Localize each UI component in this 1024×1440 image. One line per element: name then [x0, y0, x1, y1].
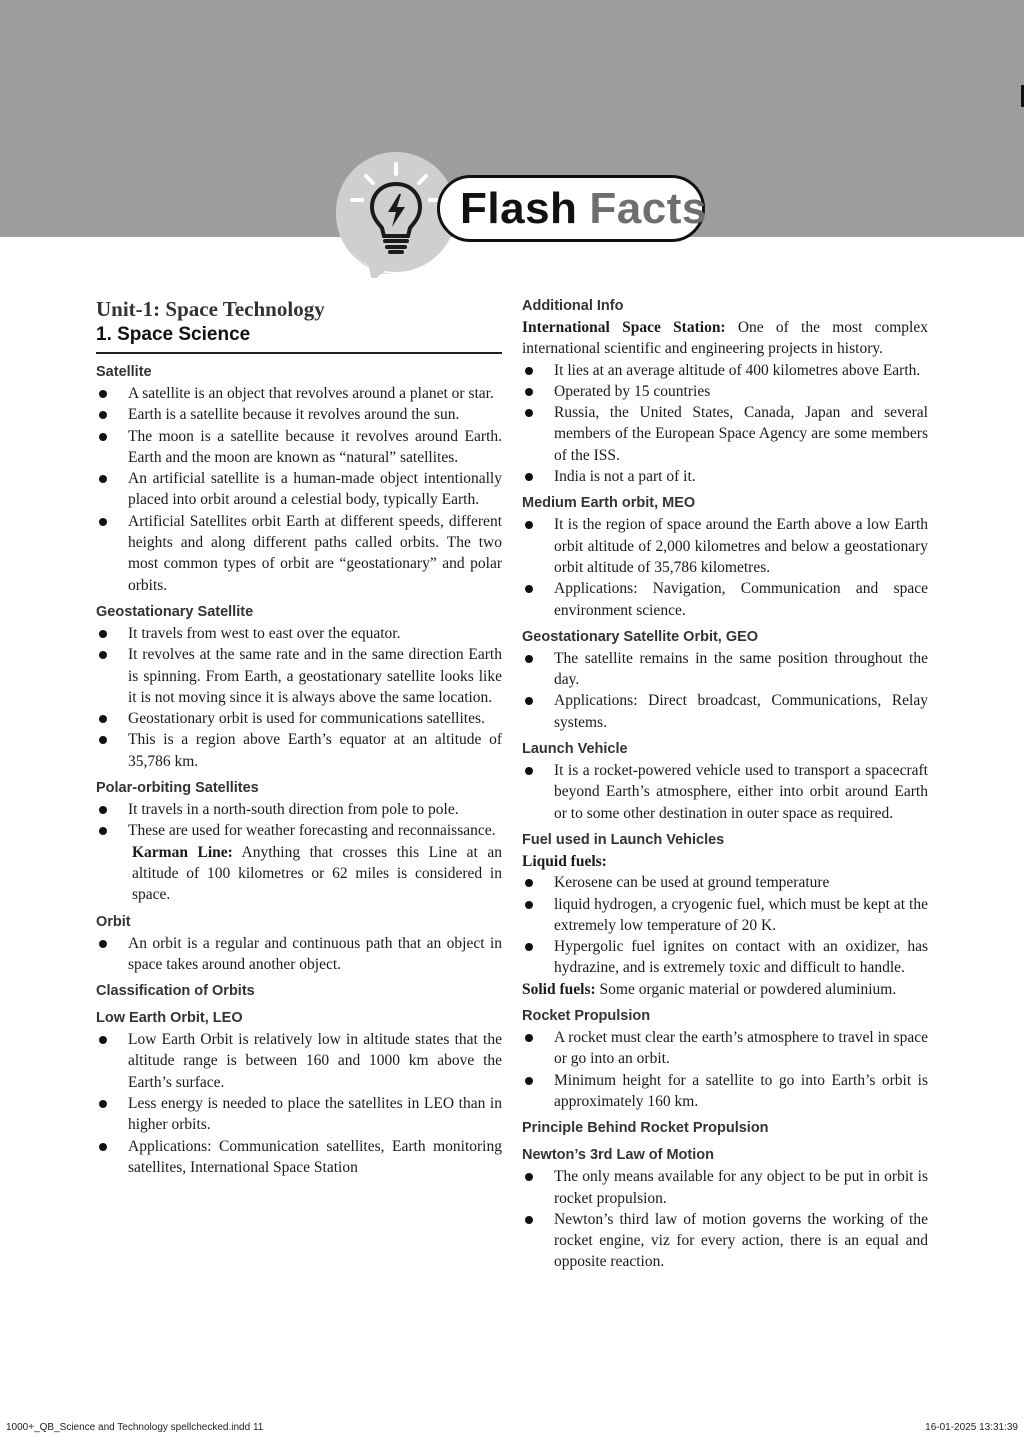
section-heading-meo: Medium Earth orbit, MEO — [522, 495, 696, 512]
section-heading-leo: Low Earth Orbit, LEO — [96, 1010, 243, 1027]
bullet-icon — [99, 433, 107, 441]
list-item: A satellite is an object that revolves around a planet or star. — [96, 383, 502, 404]
list-item: Operated by 15 countries — [522, 381, 928, 402]
bullet-icon — [99, 736, 107, 744]
iss-intro — [522, 317, 928, 360]
karman-label: Karman Line: — [132, 843, 233, 861]
list-item: Kerosene can be used at ground temperature — [522, 872, 928, 893]
list-item: The only means available for any object to be put in orbit is rocket propulsion. — [522, 1166, 928, 1209]
iss-label: International Space Station: — [522, 319, 726, 336]
list-item: These are used for weather forecasting and reconnaissance. — [96, 820, 502, 841]
title-divider — [96, 352, 502, 354]
footer-file-info: 1000+_QB_Science and Technology spellchecked.indd 11 — [6, 1422, 264, 1433]
liquid-fuels-list — [522, 872, 928, 978]
section-heading-additional-info: Additional Info — [522, 298, 624, 314]
list-item: Hypergolic fuel ignites on contact with an oxidizer, has hydrazine, and is extremely toxic and difficult to handle. — [522, 936, 928, 979]
karman-line-note — [96, 842, 502, 906]
liquid-fuels-label: Liquid fuels: — [522, 852, 607, 870]
meo-list — [522, 514, 928, 620]
list-item: Geostationary orbit is used for communications satellites. — [96, 708, 502, 729]
bullet-icon — [99, 940, 107, 948]
bullet-icon — [99, 1036, 107, 1044]
bullet-icon — [525, 1077, 533, 1085]
list-item: An orbit is a regular and continuous path that an object in space takes around another object. — [96, 933, 502, 976]
bullet-icon — [99, 827, 107, 835]
list-item: Minimum height for a satellite to go into Earth’s orbit is approximately 160 km. — [522, 1070, 928, 1113]
list-item: It travels from west to east over the equator. — [96, 623, 502, 644]
section-heading-classification: Classification of Orbits — [96, 983, 255, 1000]
list-item: It is a rocket-powered vehicle used to transport a spacecraft beyond Earth’s atmosphere, either into orbit around Earth or to some other destination in outer space as required. — [522, 760, 928, 824]
chapter-title: 1. Space Science — [96, 324, 251, 345]
bullet-icon — [99, 715, 107, 723]
list-item: Russia, the United States, Canada, Japan and several members of the European Space Agency are some members of the ISS. — [522, 402, 928, 466]
geo-orbit-list — [522, 648, 928, 733]
solid-fuels-line — [522, 979, 928, 1000]
list-item: The moon is a satellite because it revolves around Earth. Earth and the moon are known as “natural” satellites. — [96, 426, 502, 469]
bullet-icon — [99, 630, 107, 638]
list-item: Less energy is needed to place the satellites in LEO than in higher orbits. — [96, 1093, 502, 1136]
leo-list — [96, 1029, 502, 1178]
polar-list — [96, 799, 502, 842]
bullet-icon — [525, 409, 533, 417]
list-item: The satellite remains in the same position throughout the day. — [522, 648, 928, 691]
iss-list — [522, 360, 928, 488]
flash-facts-badge — [437, 175, 705, 242]
bullet-icon — [525, 1173, 533, 1181]
bullet-icon — [525, 655, 533, 663]
section-heading-orbit: Orbit — [96, 913, 131, 930]
bullet-icon — [525, 521, 533, 529]
section-heading-geo-orbit: Geostationary Satellite Orbit, GEO — [522, 628, 759, 645]
bullet-icon — [99, 1143, 107, 1151]
bullet-icon — [99, 390, 107, 398]
list-item: A rocket must clear the earth’s atmosphere to travel in space or go into an orbit. — [522, 1027, 928, 1070]
list-item: Artificial Satellites orbit Earth at different speeds, different heights and along different paths called orbits. The two most common types of orbit are “geostationary” and polar orbits. — [96, 511, 502, 596]
geostationary-list — [96, 623, 502, 772]
bullet-icon — [99, 1100, 107, 1108]
bullet-icon — [99, 518, 107, 526]
list-item: India is not a part of it. — [522, 466, 928, 487]
section-heading-geostationary: Geostationary Satellite — [96, 603, 254, 620]
badge-word-flash: Flash — [460, 183, 578, 233]
bullet-icon — [525, 1216, 533, 1224]
launch-vehicle-list — [522, 760, 928, 824]
propulsion-list — [522, 1027, 928, 1112]
list-item: Applications: Communication satellites, Earth monitoring satellites, International Space Station — [96, 1136, 502, 1179]
footer-timestamp: 16-01-2025 13:31:39 — [925, 1422, 1018, 1433]
bullet-icon — [525, 367, 533, 375]
list-item: It lies at an average altitude of 400 kilometres above Earth. — [522, 360, 928, 381]
bullet-icon — [525, 767, 533, 775]
bullet-icon — [525, 943, 533, 951]
bullet-icon — [525, 1034, 533, 1042]
bullet-icon — [525, 901, 533, 909]
bullet-icon — [525, 697, 533, 705]
list-item: This is a region above Earth’s equator at an altitude of 35,786 km. — [96, 729, 502, 772]
list-item: It revolves at the same rate and in the same direction Earth is spinning. From Earth, a geostationary satellite looks like it is not moving since it is always above the same location. — [96, 644, 502, 708]
list-item: Low Earth Orbit is relatively low in altitude states that the altitude range is between 160 and 1000 km above the Earth’s surface. — [96, 1029, 502, 1093]
bullet-icon — [99, 411, 107, 419]
unit-title: Unit-1: Space Technology — [96, 297, 325, 321]
right-column — [522, 296, 928, 1273]
bullet-icon — [99, 651, 107, 659]
section-heading-polar: Polar-orbiting Satellites — [96, 780, 259, 797]
list-item: It is the region of space around the Earth above a low Earth orbit altitude of 2,000 kilometres and below a geostationary orbit altitude of 35,786 kilometres. — [522, 514, 928, 578]
list-item: Earth is a satellite because it revolves around the sun. — [96, 404, 502, 425]
list-item: Applications: Navigation, Communication and space environment science. — [522, 578, 928, 621]
satellite-list — [96, 383, 502, 596]
orbit-list — [96, 933, 502, 976]
bullet-icon — [525, 585, 533, 593]
bullet-icon — [525, 879, 533, 887]
solid-label: Solid fuels: — [522, 980, 596, 998]
solid-text: Some organic material or powdered aluminium. — [595, 980, 897, 998]
list-item: Newton’s third law of motion governs the working of the rocket engine, viz for every action, there is an equal and opposite reaction. — [522, 1209, 928, 1273]
section-heading-newton: Newton’s 3rd Law of Motion — [522, 1147, 714, 1164]
bullet-icon — [525, 388, 533, 396]
bullet-icon — [99, 806, 107, 814]
list-item: An artificial satellite is a human-made object intentionally placed into orbit around a celestial body, typically Earth. — [96, 468, 502, 511]
list-item: It travels in a north-south direction from pole to pole. — [96, 799, 502, 820]
karman-text: Anything that crosses this Line at an altitude of 100 kilometres or 62 miles is considered in space. — [132, 843, 502, 904]
newton-list — [522, 1166, 928, 1272]
section-heading-launch-vehicle: Launch Vehicle — [522, 741, 628, 758]
section-heading-fuel: Fuel used in Launch Vehicles — [522, 831, 725, 848]
bullet-icon — [525, 473, 533, 481]
left-column — [96, 296, 502, 1178]
section-heading-satellite: Satellite — [96, 364, 152, 380]
list-item: liquid hydrogen, a cryogenic fuel, which must be kept at the extremely low temperature of 20 K. — [522, 894, 928, 937]
badge-word-facts: Facts — [589, 183, 707, 233]
list-item: Applications: Direct broadcast, Communications, Relay systems. — [522, 690, 928, 733]
section-heading-principle: Principle Behind Rocket Propulsion — [522, 1120, 769, 1137]
bullet-icon — [99, 475, 107, 483]
iss-text: One of the most complex international scientific and engineering projects in history. — [522, 319, 928, 358]
section-heading-rocket-propulsion: Rocket Propulsion — [522, 1008, 651, 1025]
